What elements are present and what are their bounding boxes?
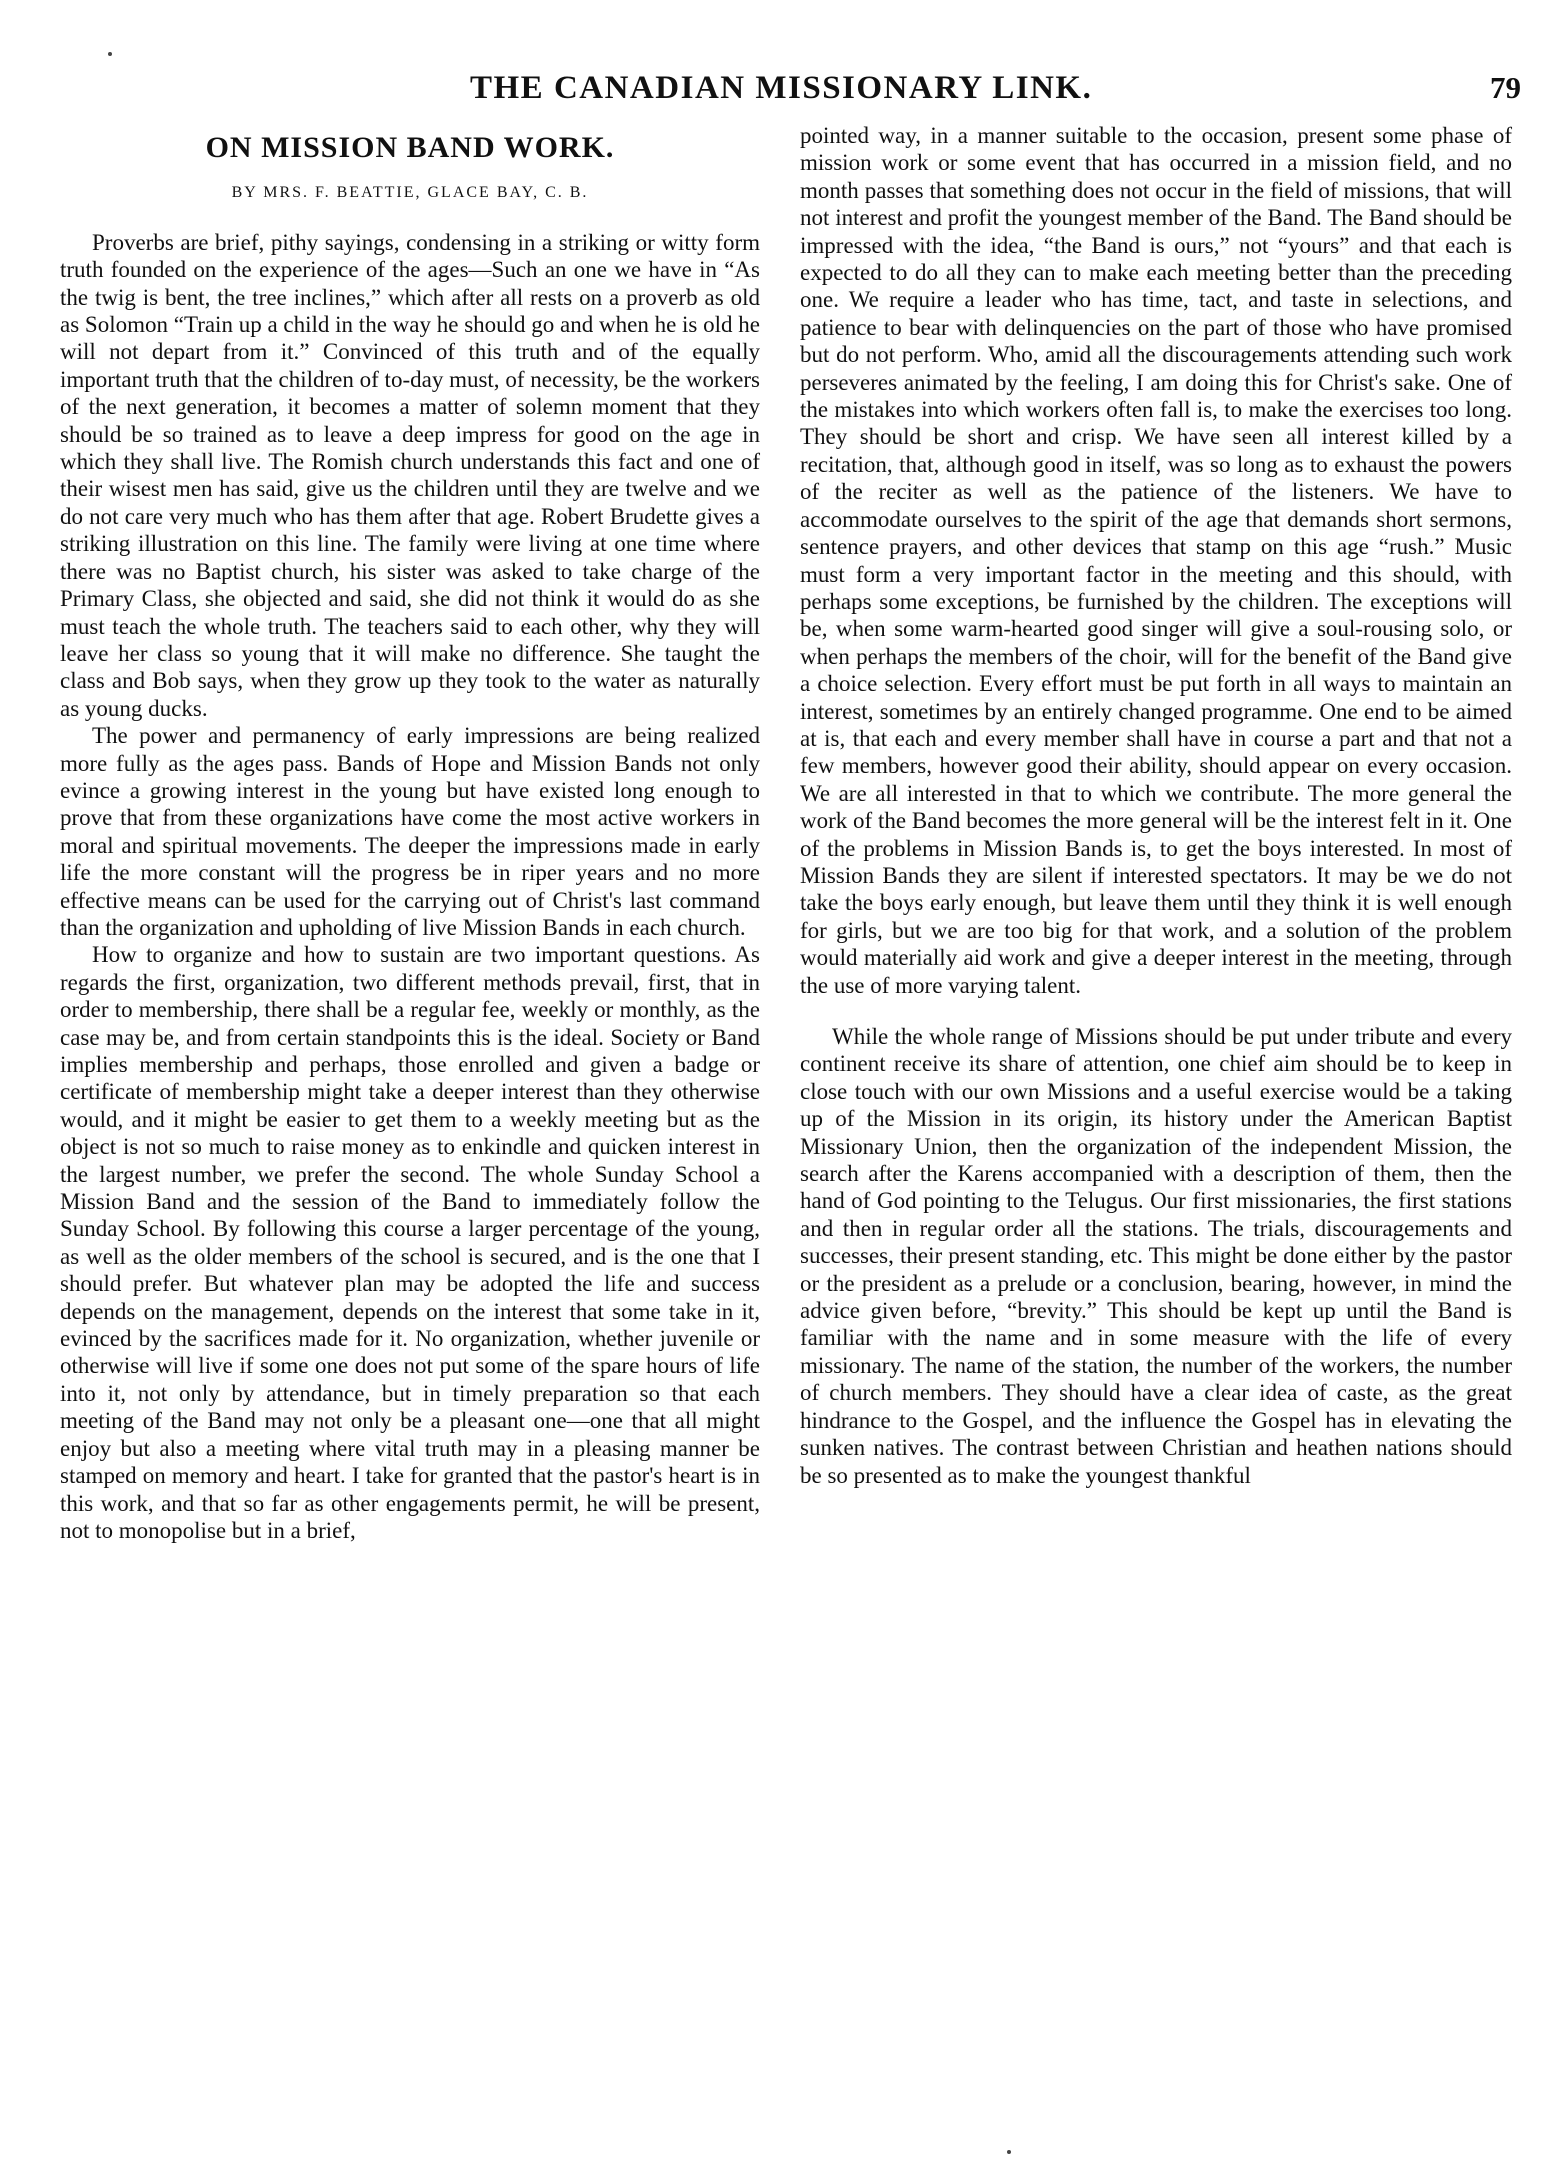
paragraph: How to organize and how to sustain are two important questions. As regards the first, organization, two different methods prevail, first, that in order to membership, there shall be a regular fee, weekly or monthly, as the case may be, and from certain standpoints this is the ideal. Society or Band implies membership and perhaps, those enrolled and given a badge or certificate of membership might take a deeper interest than they otherwise would, and it might be easier to get them to a weekly meeting but as the object is not so much to raise money as to enkindle and quicken interest in the largest number, we prefer the second. The whole Sunday School a Mission Band and the session of the Band to immediately follow the Sunday School. By following this course a larger percentage of the young, as well as the older members of the school is secured, and is the one that I should prefer. But whatever plan may be adopted the life and success depends on the management, depends on the interest that some take in it, evinced by the sacrifices made for it. No organization, whether juvenile or otherwise will live if some one does not put some of the spare hours of life into it, not only by attendance, but in timely preparation so that each meeting of the Band may not only be a pleasant one—one that all might enjoy but also a meeting where vital truth may in a pleasing manner be stamped on memory and heart. I take for granted that the pastor's heart is in this work, and that so far as other engagements permit, he will be present, not to monopolise but in a brief, (60, 942, 760, 1543)
print-speck (108, 52, 112, 56)
paragraph: The power and permanency of early impressions are being realized more fully as the ages pass. Bands of Hope and Mission Bands not only evince a growing interest in the young but have existed long enough to prove that from these organizations have come the most active workers in moral and spiritual movements. The deeper the impressions made in early life the more constant will the progress be in riper years and no more effective means can be used for the carrying out of Christ's last command than the organization and upholding of live Mission Bands in each church. (60, 723, 760, 940)
print-speck (1007, 2150, 1011, 2154)
running-title: THE CANADIAN MISSIONARY LINK. (470, 70, 1093, 106)
paragraph: Proverbs are brief, pithy sayings, condensing in a striking or witty form truth founded on the experience of the ages—Such an one we have in “As the twig is bent, the tree inclines,” which after all rests on a proverb as old as Solomon “Train up a child in the way he should go and when he is old he will not depart from it.” Convinced of this truth and of the equally important truth that the children of to-day must, of necessity, be the workers of the next generation, it becomes a matter of solemn moment that they should be so trained as to leave a deep impress for good on the age in which they shall live. The Romish church understands this fact and one of their wisest men has said, give us the children until they are twelve and we do not care very much who has them after that age. Robert Brudette gives a striking illustration on this line. The family were living at one time where there was no Baptist church, his sister was asked to take charge of the Primary Class, she objected and said, she did not think it would do as she must teach the whole truth. The teachers said to each other, why they will leave her class so young that it will make no difference. She taught the class and Bob says, when they grow up they took to the water as naturally as young ducks. (60, 229, 760, 721)
paragraph: While the whole range of Missions should be put under tribute and every continent receive its share of attention, one chief aim should be to keep in close touch with our own Missions and a useful exercise would be a taking up of the Mission in its origin, its history under the American Baptist Missionary Union, then the organization of the independent Mission, the search after the Karens accompanied with a description of them, then the hand of God pointing to the Telugus. Our first missionaries, the first stations and then in regular order all the stations. The trials, discouragements and successes, their present standing, etc. This might be done either by the pastor or the president as a prelude or a conclusion, bearing, however, in mind the advice given before, “brevity.” This should be kept up until the Band is familiar with the name and in some measure with the life of every missionary. The name of the station, the number of the workers, the number of church members. They should have a clear idea of caste, as the great hindrance to the Gospel, and the influence the Gospel has in elevating the sunken natives. The contrast between Christian and heathen nations should be so presented as to make the youngest thankful (800, 1024, 1512, 1488)
article-byline: BY MRS. F. BEATTIE, GLACE BAY, C. B. (231, 184, 589, 202)
page-number: 79 (1490, 70, 1521, 105)
right-column (800, 122, 1512, 1489)
paragraph: pointed way, in a manner suitable to the occasion, present some phase of mission work or some event that has occurred in a mission field, and no month passes that something does not occur in the field of missions, that will not interest and profit the youngest member of the Band. The Band should be impressed with the idea, “the Band is ours,” not “yours” and that each is expected to do all they can to make each meeting better than the preceding one. We require a leader who has time, tact, and taste in selections, and patience to bear with delinquencies on the part of those who have promised but do not perform. Who, amid all the discouragements attending such work perseveres animated by the feeling, I am doing this for Christ's sake. One of the mistakes into which workers often fall is, to make the exercises too long. They should be short and crisp. We have seen all interest killed by a recitation, that, although good in itself, was so long as to exhaust the powers of the reciter as well as the patience of the listeners. We have to accommodate ourselves to the spirit of the age that demands short sermons, sentence prayers, and other devices that stamp on this age “rush.” Music must form a very important factor in the meeting and this should, with perhaps some exceptions, be furnished by the children. The exceptions will be, when some warm-hearted good singer will give a soul-rousing solo, or when perhaps the members of the choir, will for the benefit of the Band give a choice selection. Every effort must be put forth in all ways to maintain an interest, sometimes by an entirely changed programme. One end to be aimed at is, that each and every member shall have in course a part and that not a few members, however good their ability, should appear on every occasion. We are all interested in that to which we contribute. The more general the work of the Band becomes the more general will be the interest felt in it. One of the problems in Mission Bands is, to get the boys interested. In most of Mission Bands they are silent if interested spectators. It may be we do not take the boys early enough, but leave them until they think it is well enough for girls, but we are too big for that work, and a solution of the problem would materially aid work and give a deeper interest in the meeting, through the use of more varying talent. (800, 123, 1512, 998)
left-column (60, 128, 760, 1544)
article-title: ON MISSION BAND WORK. (205, 131, 615, 164)
